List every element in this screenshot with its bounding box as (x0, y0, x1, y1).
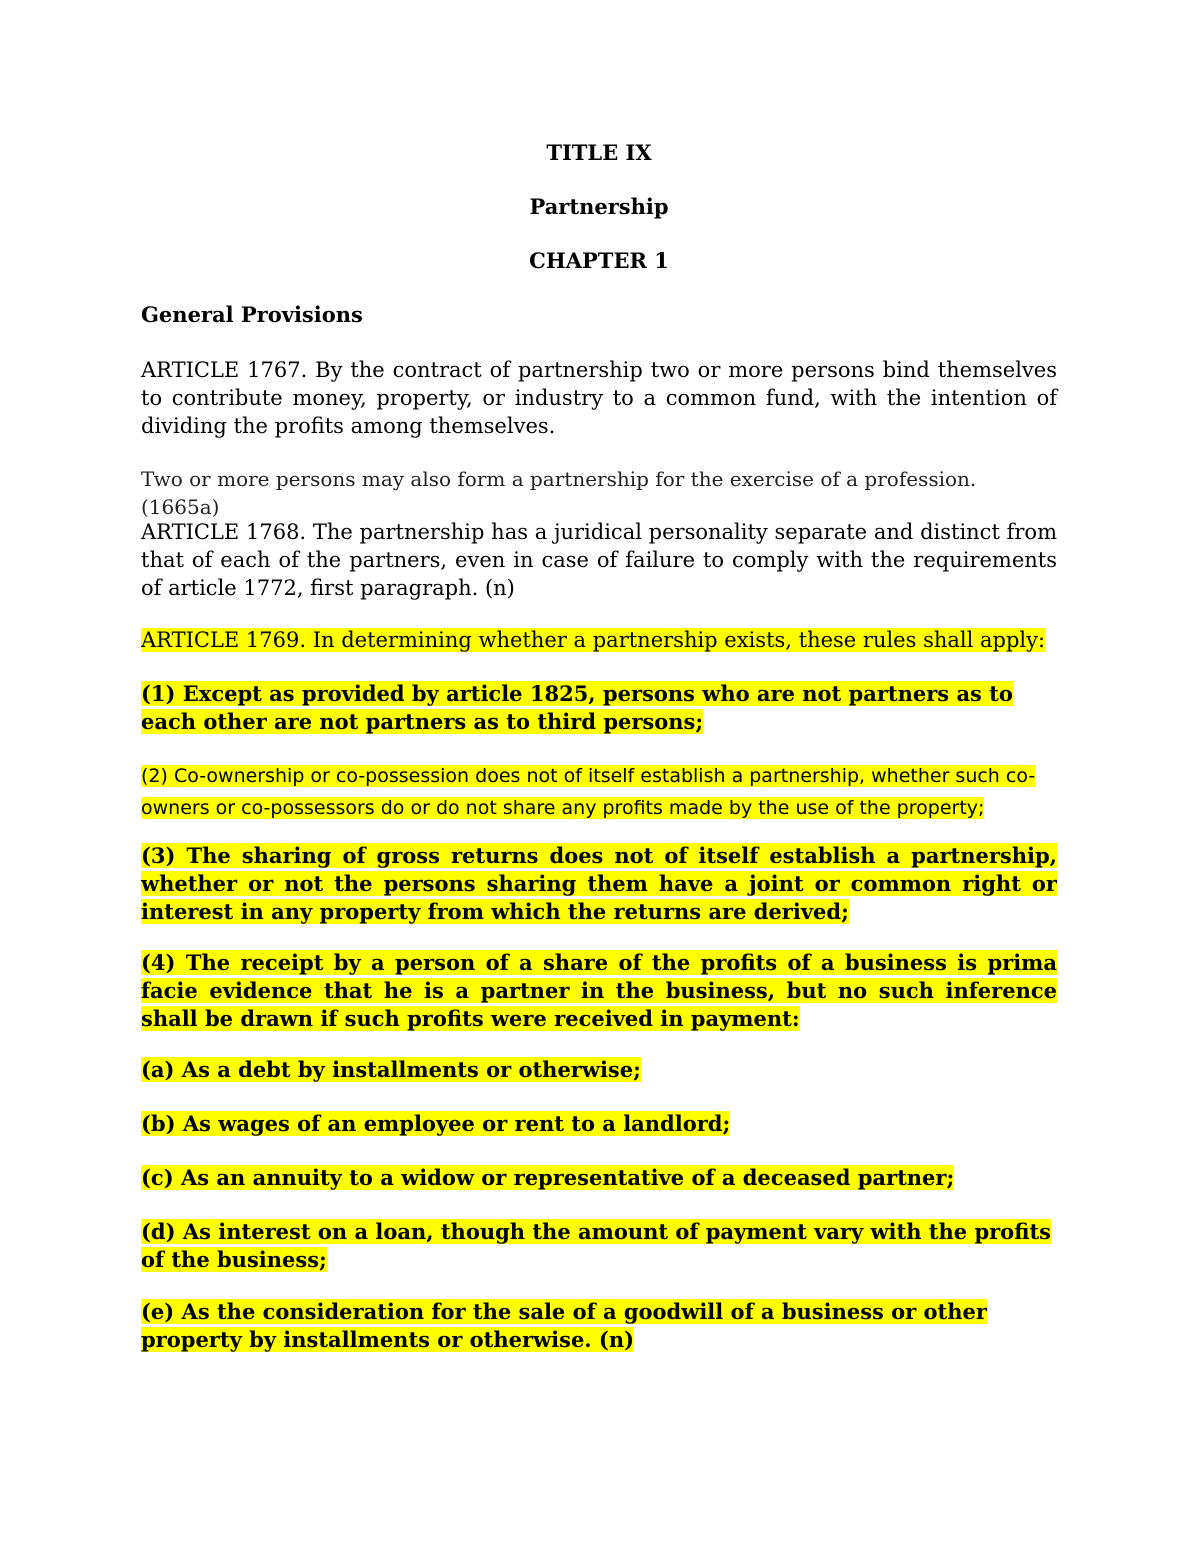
article-1769-text: ARTICLE 1769. In determining whether a partnership exists, these rules shall apply: (141, 628, 1046, 652)
rule-1-text: (1) Except as provided by article 1825, persons who are not partners as to each other are not partners as to third persons; (141, 681, 1013, 734)
rule-1 (141, 680, 1057, 736)
item-a-text: (a) As a debt by installments or otherwise; (141, 1057, 641, 1082)
rule-3-text: (3) The sharing of gross returns does not of itself establish a partnership, whether or not the persons sharing them have a joint or common right or interest in any property from which the returns are derived; (141, 843, 1057, 924)
item-b (141, 1110, 1057, 1138)
item-e-text: (e) As the consideration for the sale of a goodwill of a business or other property by installments or otherwise. (n) (141, 1299, 987, 1352)
title-heading: TITLE IX (546, 140, 652, 165)
rule-2 (141, 760, 1057, 824)
item-b-text: (b) As wages of an employee or rent to a landlord; (141, 1111, 731, 1136)
item-d-text: (d) As interest on a loan, though the amount of payment vary with the profits of the business; (141, 1219, 1051, 1272)
article-1767-text: ARTICLE 1767. By the contract of partnership two or more persons bind themselves to contribute money, property, or industry to a common fund, with the intention of dividing the profits among themselves. (141, 358, 1057, 438)
subtitle-heading: Partnership (529, 194, 669, 219)
article-1767-paragraph-2 (141, 465, 1057, 521)
item-e (141, 1298, 1057, 1354)
rule-3 (141, 842, 1057, 926)
section-heading: General Provisions (141, 302, 363, 327)
article-1768-text: ARTICLE 1768. The partnership has a juridical personality separate and distinct from that of each of the partners, even in case of failure to comply with the requirements of article 1772, first paragraph. (n) (141, 520, 1057, 600)
item-d (141, 1218, 1057, 1274)
item-c (141, 1164, 1057, 1192)
article-1767-p2-text: Two or more persons may also form a partnership for the exercise of a profession. (1665a) (141, 467, 977, 519)
item-c-text: (c) As an annuity to a widow or representative of a deceased partner; (141, 1165, 955, 1190)
article-1767 (141, 356, 1057, 440)
chapter-heading: CHAPTER 1 (529, 248, 669, 273)
article-1768 (141, 518, 1057, 602)
rule-4 (141, 949, 1057, 1033)
article-1769 (141, 626, 1057, 654)
rule-4-text: (4) The receipt by a person of a share of the profits of a business is prima facie evidence that he is a partner in the business, but no such inference shall be drawn if such profits were received in payment: (141, 950, 1057, 1031)
item-a (141, 1056, 1057, 1084)
rule-2-text: (2) Co-ownership or co-possession does not of itself establish a partnership, whether such co-owners or co-possessors do or do not share any profits made by the use of the property; (141, 765, 1036, 819)
